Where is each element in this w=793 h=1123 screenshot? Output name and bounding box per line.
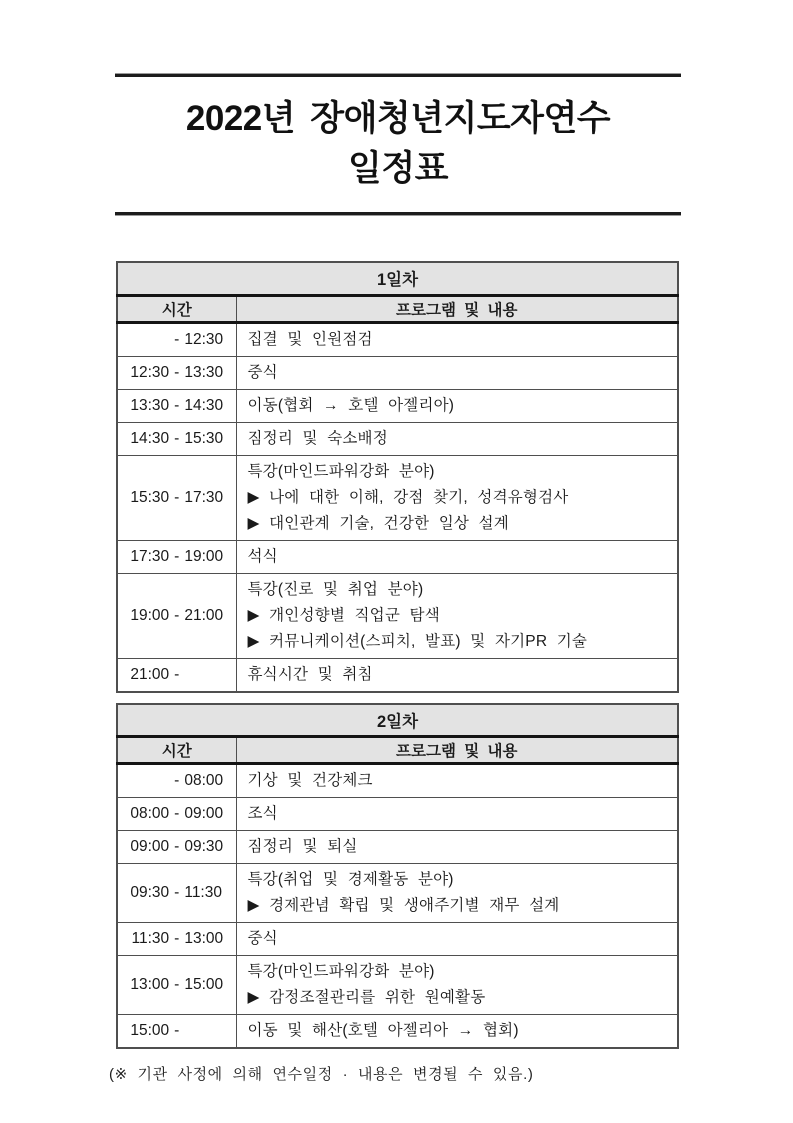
program-line: 중식 <box>247 363 278 381</box>
document-title <box>115 77 681 212</box>
table-row <box>117 658 678 692</box>
time-end: 17:30 <box>184 488 224 506</box>
table-row <box>117 389 678 422</box>
time-cell <box>117 1015 236 1049</box>
time-start: 09:30 <box>130 884 170 901</box>
col-header-time: 시간 <box>117 737 236 764</box>
time-cell <box>117 455 236 540</box>
program-cell <box>236 540 678 573</box>
program-line: 휴식시간 및 취침 <box>247 665 373 683</box>
program-cell <box>236 864 678 923</box>
time-end: 15:00 <box>184 976 224 993</box>
program-line: 집결 및 인원점검 <box>247 330 373 348</box>
time-start: 13:00 <box>130 976 170 993</box>
time-cell <box>117 831 236 864</box>
time-cell <box>117 322 236 356</box>
program-cell <box>236 798 678 831</box>
table-row <box>117 864 678 923</box>
time-separator: - <box>174 838 180 855</box>
time-end: 15:30 <box>184 429 224 447</box>
program-cell <box>236 764 678 798</box>
time-start: 14:30 <box>130 429 170 447</box>
program-cell <box>236 573 678 658</box>
title-line-2: 일정표 <box>348 149 448 188</box>
table-row <box>117 923 678 956</box>
table-row <box>117 573 678 658</box>
time-cell <box>117 389 236 422</box>
time-cell <box>117 356 236 389</box>
time-start: 08:00 <box>130 805 170 822</box>
program-cell <box>236 356 678 389</box>
time-start: 15:00 <box>130 1022 170 1039</box>
time-separator: - <box>174 772 180 789</box>
time-separator: - <box>174 665 180 683</box>
schedule-table-day-2 <box>116 703 679 1050</box>
time-separator: - <box>174 805 180 822</box>
title-rule-bottom <box>115 212 681 216</box>
table-row <box>117 956 678 1015</box>
time-cell <box>117 864 236 923</box>
col-header-program: 프로그램 및 내용 <box>236 737 678 764</box>
program-line: 짐정리 및 퇴실 <box>247 838 358 855</box>
table-row <box>117 1015 678 1049</box>
time-end: 13:00 <box>184 930 224 947</box>
program-cell <box>236 322 678 356</box>
time-end: 21:00 <box>184 606 224 624</box>
time-end: 19:00 <box>184 547 224 565</box>
day-banner-row <box>117 704 678 737</box>
time-separator: - <box>174 488 180 506</box>
time-cell <box>117 658 236 692</box>
program-cell <box>236 923 678 956</box>
time-start: 17:30 <box>130 547 170 565</box>
footnote: (※ 기관 사정에 의해 연수일정 · 내용은 변경될 수 있음.) <box>109 1066 534 1083</box>
schedule-table-day-1 <box>116 261 679 693</box>
time-separator: - <box>174 363 180 381</box>
time-start: 09:00 <box>130 838 170 855</box>
time-cell <box>117 798 236 831</box>
table-row <box>117 764 678 798</box>
table-row <box>117 540 678 573</box>
time-start: 15:30 <box>130 488 170 506</box>
program-cell <box>236 1015 678 1049</box>
time-start: 11:30 <box>131 930 170 947</box>
program-line: 이동 및 해산(호텔 아젤리아 → 협회) <box>247 1022 519 1039</box>
program-bullet-line: ▶ 감정조절관리를 위한 원예활동 <box>247 989 486 1006</box>
column-header-row <box>117 295 678 322</box>
table-row <box>117 422 678 455</box>
time-end: 12:30 <box>184 330 224 348</box>
time-separator: - <box>174 606 180 624</box>
time-end: 08:00 <box>184 772 224 789</box>
time-end: 09:00 <box>184 805 224 822</box>
time-start: 19:00 <box>130 606 170 624</box>
program-cell <box>236 422 678 455</box>
time-separator: - <box>174 429 180 447</box>
program-line: 중식 <box>247 930 278 947</box>
time-separator: - <box>174 930 180 947</box>
program-line: 기상 및 건강체크 <box>247 772 373 789</box>
program-cell <box>236 658 678 692</box>
table-row <box>117 831 678 864</box>
day-banner-label: 2일차 <box>117 704 678 737</box>
col-header-time: 시간 <box>117 295 236 322</box>
program-bullet-line: ▶ 커뮤니케이션(스피치, 발표) 및 자기PR 기술 <box>247 632 588 650</box>
col-header-program: 프로그램 및 내용 <box>236 295 678 322</box>
program-bullet-line: ▶ 나에 대한 이해, 강점 찾기, 성격유형검사 <box>247 488 569 506</box>
day-banner-label: 1일차 <box>117 262 678 295</box>
program-cell <box>236 956 678 1015</box>
time-separator: - <box>174 547 180 565</box>
program-line: 특강(진로 및 취업 분야) <box>247 580 424 598</box>
time-cell <box>117 956 236 1015</box>
time-separator: - <box>174 884 180 901</box>
table-row <box>117 455 678 540</box>
time-end: 11:30 <box>184 884 222 901</box>
time-start: 12:30 <box>130 363 170 381</box>
program-line: 특강(마인드파워강화 분야) <box>247 462 435 480</box>
program-line: 짐정리 및 숙소배정 <box>247 429 388 447</box>
program-line: 이동(협회 → 호텔 아젤리아) <box>247 396 455 414</box>
time-cell <box>117 422 236 455</box>
program-bullet-line: ▶ 경제관념 확립 및 생애주기별 재무 설계 <box>247 897 560 914</box>
time-separator: - <box>174 976 180 993</box>
time-end: 13:30 <box>184 363 224 381</box>
time-start: 13:30 <box>130 396 170 414</box>
time-cell <box>117 764 236 798</box>
schedule-tables <box>115 261 681 1049</box>
program-line: 특강(마인드파워강화 분야) <box>247 963 435 980</box>
table-row <box>117 356 678 389</box>
time-cell <box>117 923 236 956</box>
day-banner-row <box>117 262 678 295</box>
time-end: 14:30 <box>184 396 224 414</box>
program-cell <box>236 455 678 540</box>
program-bullet-line: ▶ 대인관계 기술, 건강한 일상 설계 <box>247 514 509 532</box>
time-separator: - <box>174 1022 180 1039</box>
time-separator: - <box>174 330 180 348</box>
program-bullet-line: ▶ 개인성향별 직업군 탐색 <box>247 606 440 624</box>
table-row <box>117 798 678 831</box>
program-cell <box>236 389 678 422</box>
title-line-1: 2022년 장애청년지도자연수 <box>185 99 611 138</box>
program-line: 조식 <box>247 805 278 822</box>
program-line: 특강(취업 및 경제활동 분야) <box>247 871 454 888</box>
time-start: 21:00 <box>130 665 170 683</box>
time-cell <box>117 540 236 573</box>
time-end: 09:30 <box>184 838 224 855</box>
program-line: 석식 <box>247 547 278 565</box>
column-header-row <box>117 737 678 764</box>
time-cell <box>117 573 236 658</box>
table-row <box>117 322 678 356</box>
document-content <box>109 73 681 1084</box>
program-cell <box>236 831 678 864</box>
time-separator: - <box>174 396 180 414</box>
